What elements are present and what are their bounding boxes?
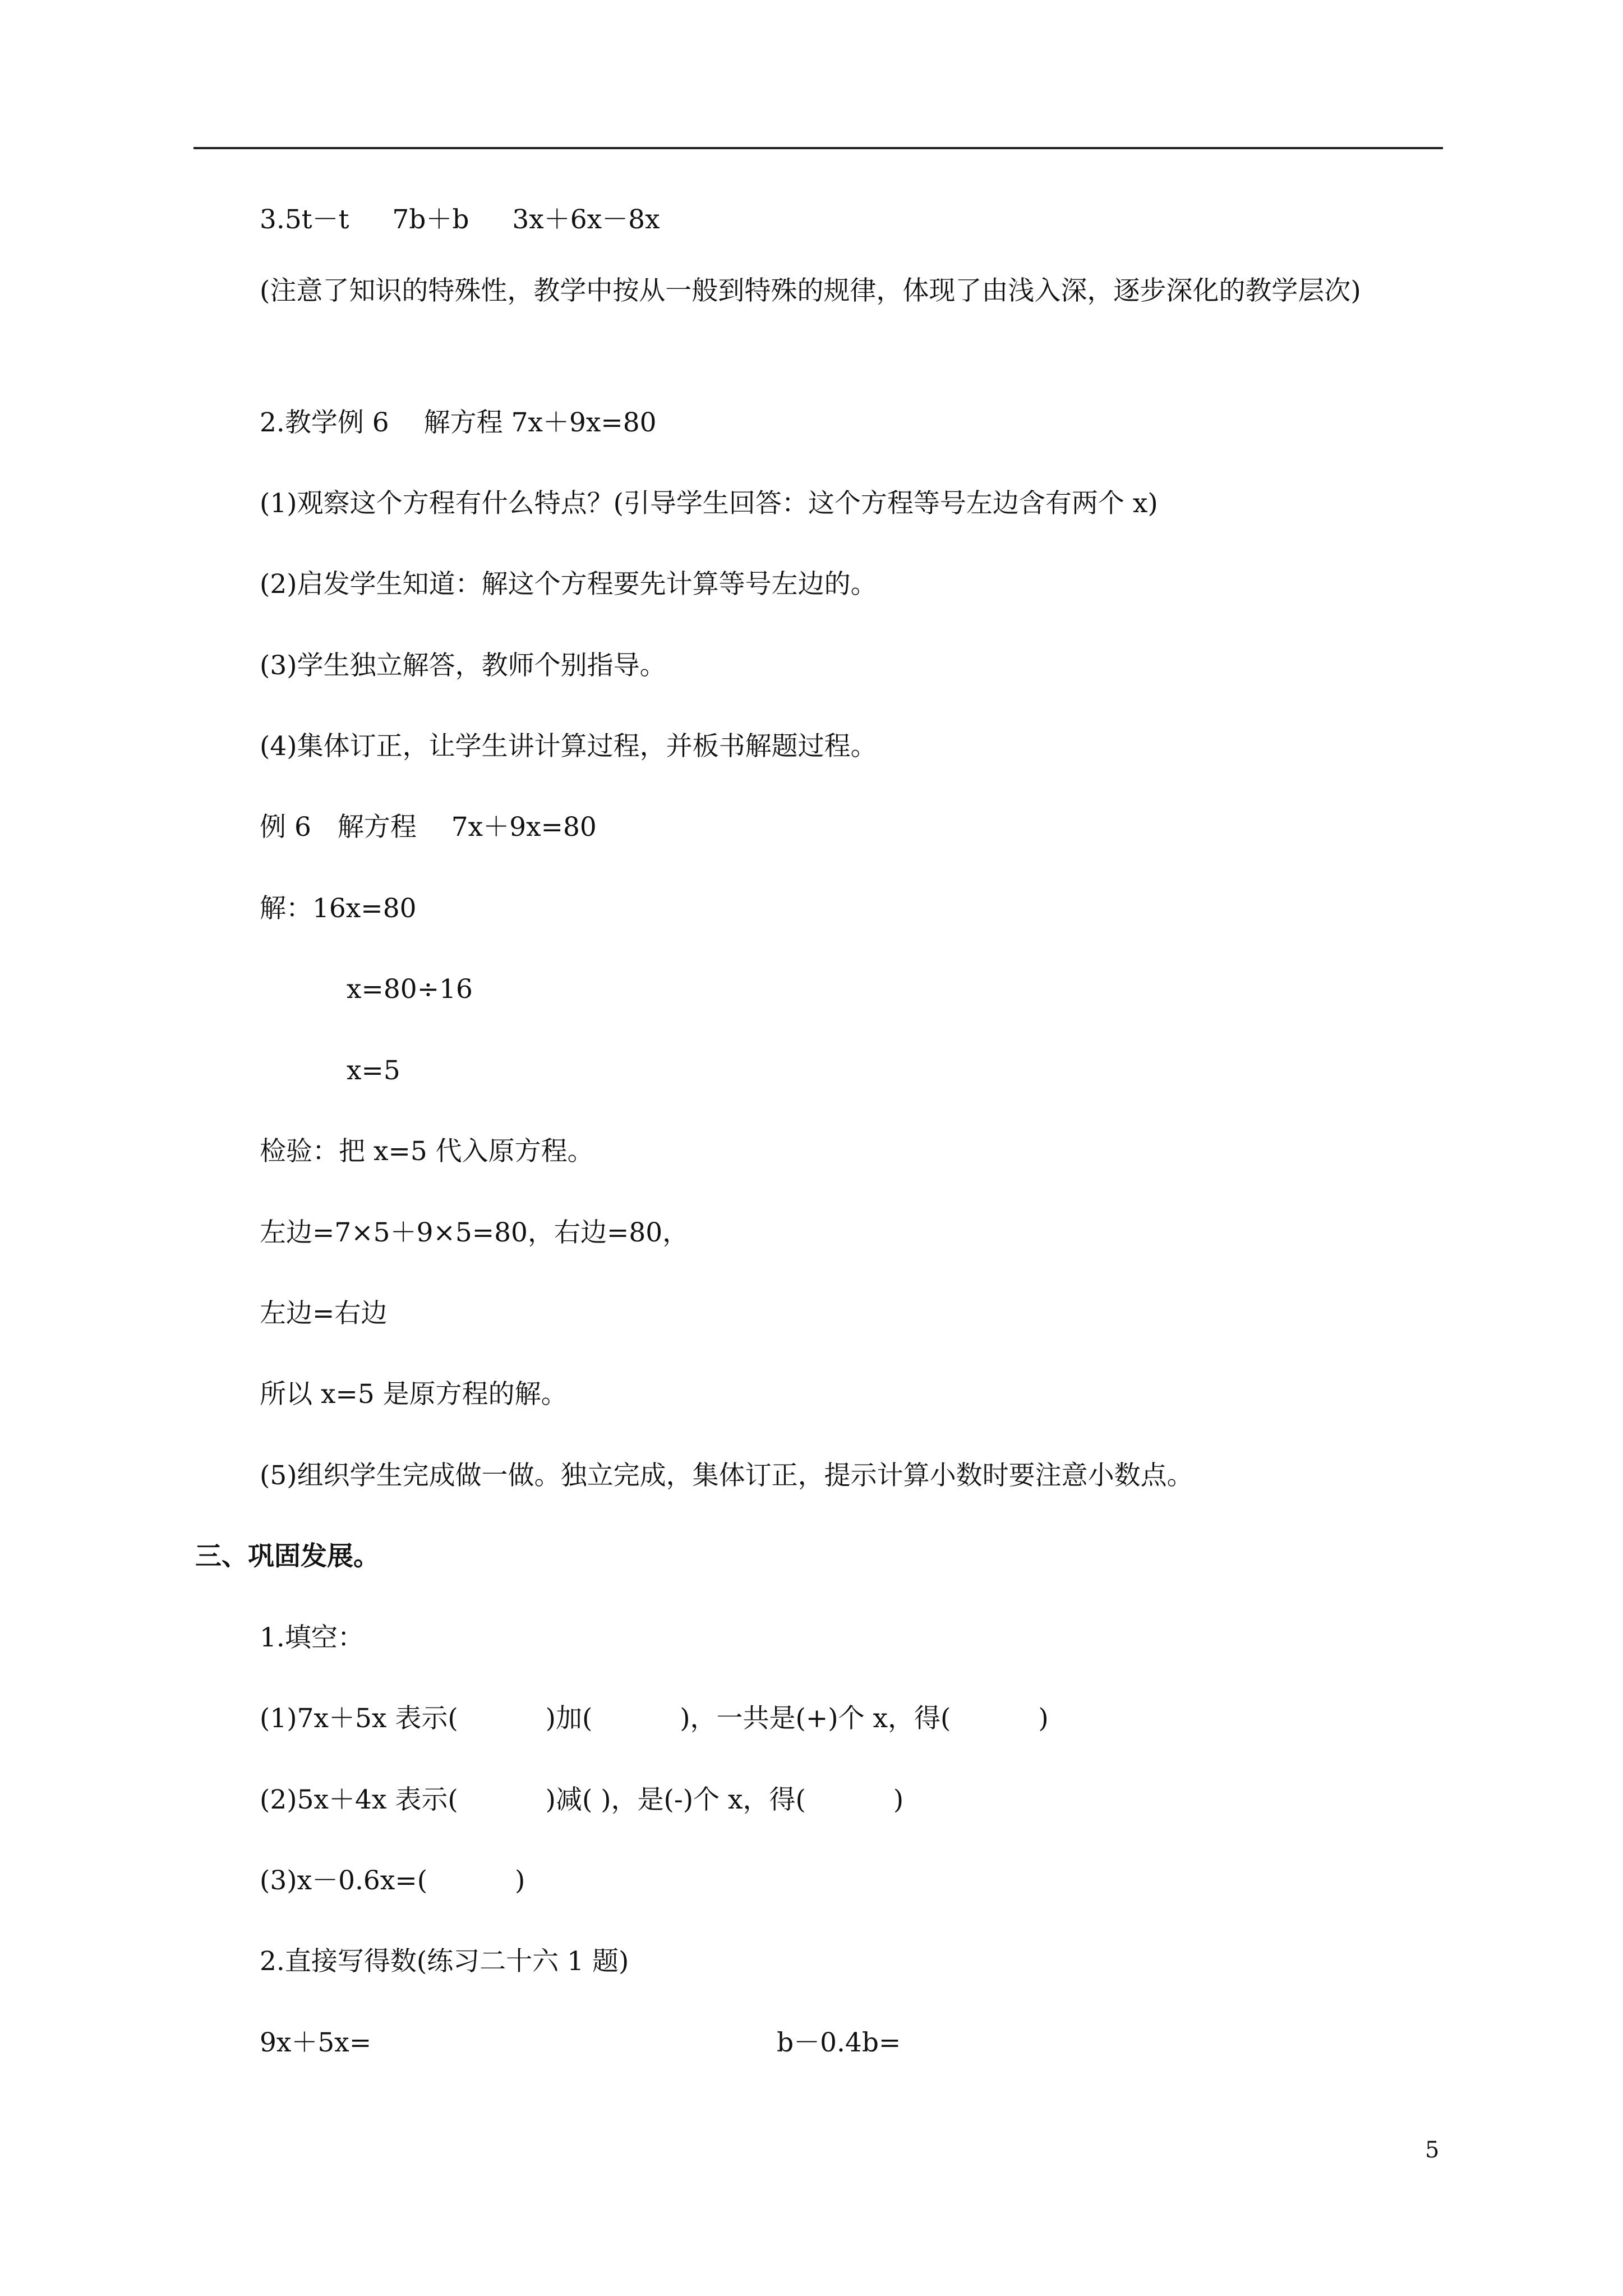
check-equal: 左边=右边 [260, 1298, 388, 1329]
fill-blank-1: (1)7x＋5x 表示( )加( )，一共是(+)个 x，得( ) [260, 1703, 1049, 1734]
check-conclusion: 所以 x=5 是原方程的解。 [260, 1379, 568, 1410]
teaching-note: (注意了知识的特殊性，教学中按从一般到特殊的规律，体现了由浅入深，逐步深化的教学层次) [260, 275, 1361, 306]
expression-line: 3.5t－t 7b＋b 3x＋6x－8x [260, 204, 660, 235]
step-2: (2)启发学生知道：解这个方程要先计算等号左边的。 [260, 569, 877, 600]
solution-line-3: x=5 [347, 1055, 400, 1086]
step-3: (3)学生独立解答，教师个别指导。 [260, 650, 666, 681]
page-number: 5 [1425, 2137, 1440, 2163]
check-intro: 检验：把 x=5 代入原方程。 [260, 1136, 594, 1167]
direct-answer-item-2: b－0.4b= [777, 2027, 901, 2058]
fill-blank-title: 1.填空： [260, 1622, 364, 1653]
fill-blank-2: (2)5x＋4x 表示( )减( )，是(-)个 x，得( ) [260, 1784, 904, 1815]
direct-answer-item-1: 9x＋5x= [260, 2027, 372, 2058]
example-6-equation: 例 6 解方程 7x＋9x=80 [260, 812, 597, 843]
step-1: (1)观察这个方程有什么特点？(引导学生回答：这个方程等号左边含有两个 x) [260, 488, 1158, 519]
check-left-right: 左边=7×5＋9×5=80，右边=80， [260, 1217, 689, 1248]
section-heading: 三、巩固发展。 [195, 1541, 380, 1572]
solution-line-2: x=80÷16 [347, 974, 473, 1005]
solution-line-1: 解：16x=80 [260, 893, 417, 924]
example-6-title: 2.教学例 6 解方程 7x＋9x=80 [260, 407, 657, 438]
direct-answer-title: 2.直接写得数(练习二十六 1 题) [260, 1946, 629, 1977]
step-5: (5)组织学生完成做一做。独立完成，集体订正，提示计算小数时要注意小数点。 [260, 1460, 1193, 1491]
step-4: (4)集体订正，让学生讲计算过程，并板书解题过程。 [260, 731, 877, 762]
header-rule [193, 147, 1443, 149]
fill-blank-3: (3)x－0.6x=( ) [260, 1865, 525, 1896]
